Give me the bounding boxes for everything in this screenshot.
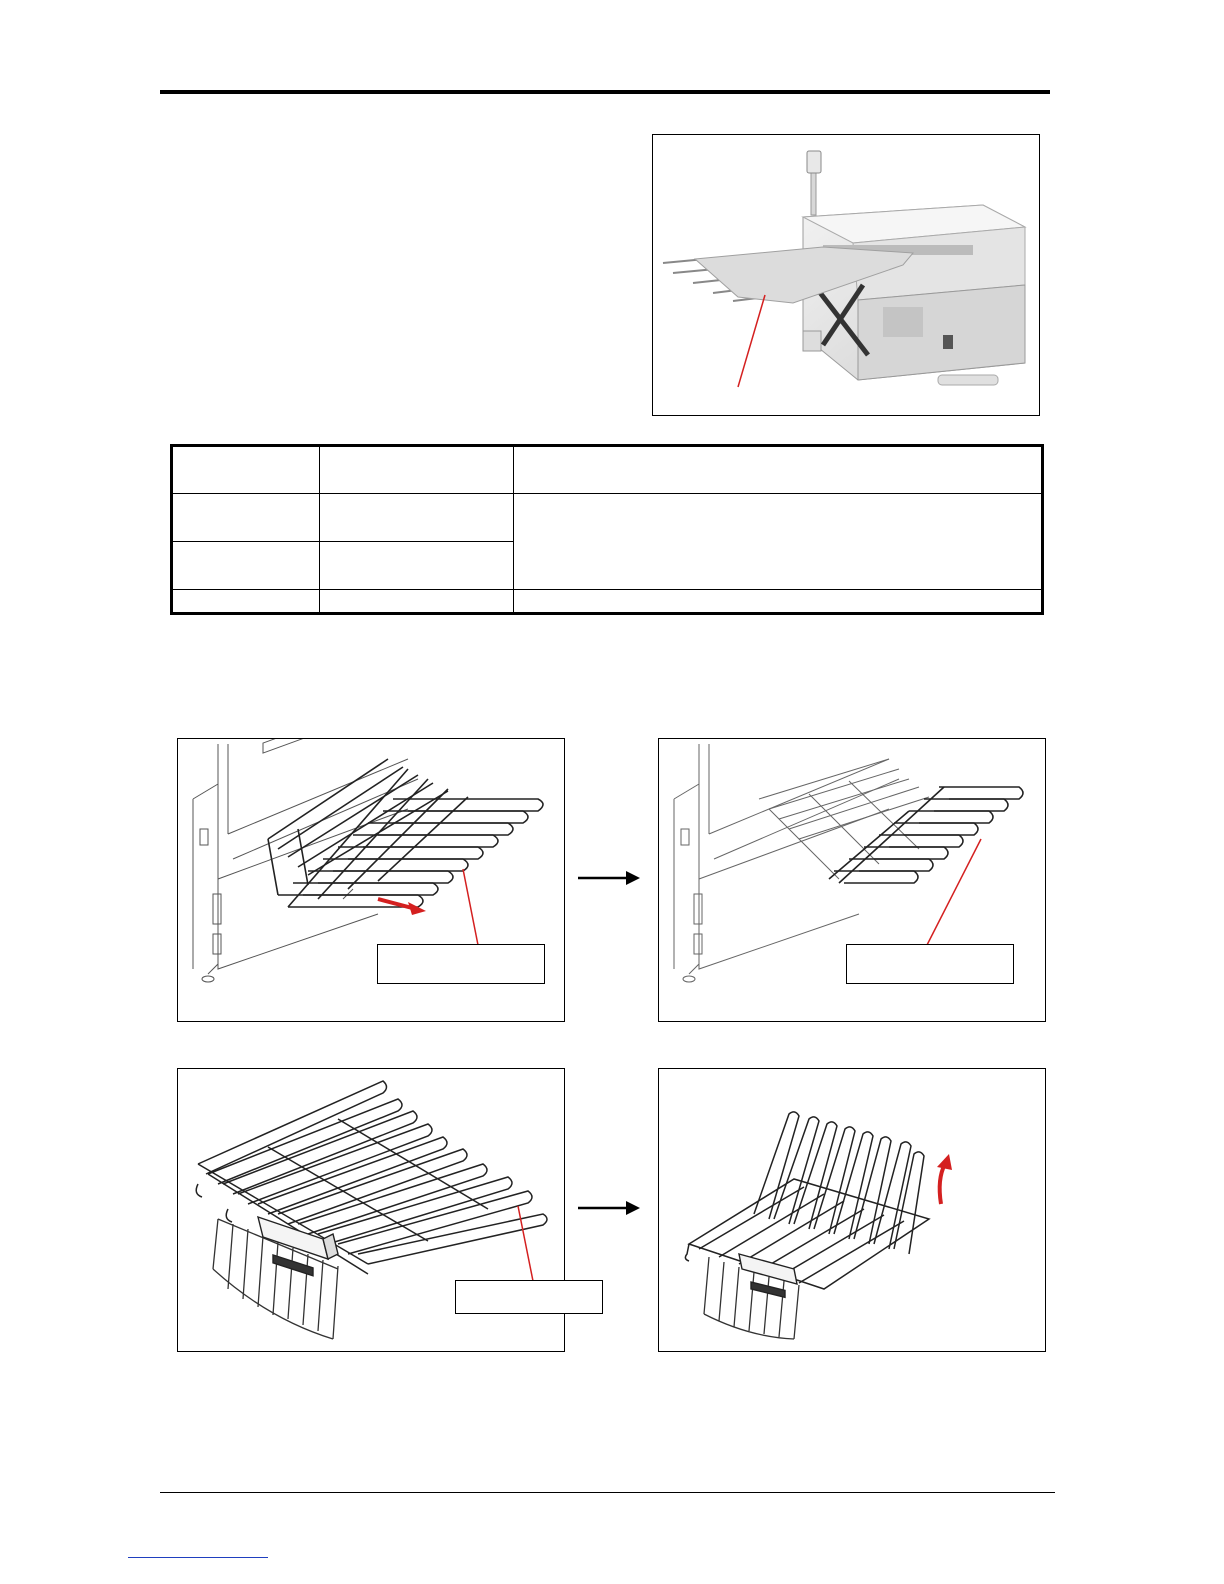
table-cell: [172, 590, 320, 614]
header-rule: [160, 90, 1050, 94]
table-cell: [320, 590, 514, 614]
arrow-right-icon: [578, 868, 640, 888]
table-cell: [172, 446, 320, 494]
table-cell: [172, 494, 320, 542]
table-cell: [514, 590, 1043, 614]
footer-link-underline: [128, 1557, 268, 1558]
table-cell: [320, 542, 514, 590]
callout-label: [846, 944, 1014, 984]
footer-rule: [160, 1492, 1055, 1493]
printer-with-output-tray-photo-icon: [653, 135, 1040, 416]
table-row: [172, 590, 1043, 614]
arrow-right-icon: [578, 1198, 640, 1218]
table-row: [172, 494, 1043, 542]
table-cell: [514, 446, 1043, 494]
table-cell: [514, 494, 1043, 590]
table-cell: [320, 446, 514, 494]
table-cell: [172, 542, 320, 590]
callout-label: [377, 944, 545, 984]
tray-raised-drawing-icon: [659, 1069, 1046, 1352]
figure-tray-raised: [658, 1068, 1046, 1352]
table-cell: [320, 494, 514, 542]
spec-table: [170, 444, 1044, 615]
callout-label: [455, 1280, 603, 1314]
printer-photo: [652, 134, 1040, 416]
table-row: [172, 446, 1043, 494]
